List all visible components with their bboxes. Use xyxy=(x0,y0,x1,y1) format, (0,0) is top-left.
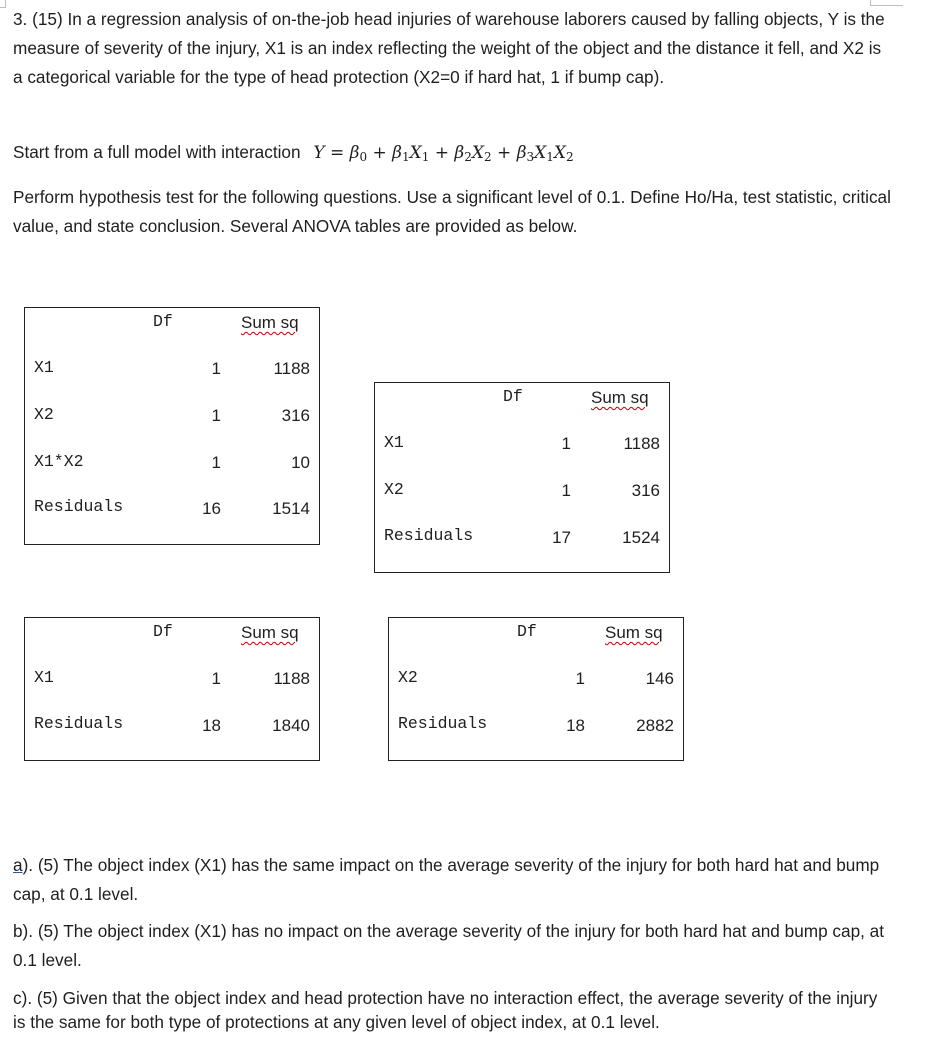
row-sum-sq: 2882 xyxy=(636,716,674,735)
row-df: 1 xyxy=(211,406,221,425)
anova-table-full xyxy=(24,307,320,545)
anova-table-x1-only xyxy=(24,617,320,761)
row-sum-sq: 1840 xyxy=(272,716,310,735)
row-df: 1 xyxy=(561,434,571,453)
row-df: 1 xyxy=(211,359,221,378)
part-a-label: a xyxy=(13,855,23,875)
row-sum-sq: 1188 xyxy=(273,669,310,688)
row-df: 1 xyxy=(561,481,571,500)
header-df: Df xyxy=(503,387,523,406)
row-df: 1 xyxy=(575,669,585,688)
part-a-text: ). (5) The object index (X1) has the same impact on the average severity of the injury for both hard hat and bump cap, at 0.1 level. xyxy=(13,855,880,904)
page-corner-mark-left-h xyxy=(0,7,6,8)
header-df: Df xyxy=(153,622,173,641)
row-label: X2 xyxy=(398,668,418,687)
row-label: X1*X2 xyxy=(34,452,84,471)
row-df: 18 xyxy=(566,716,585,735)
row-label: Residuals xyxy=(34,497,124,516)
model-statement xyxy=(13,138,893,168)
row-df: 18 xyxy=(202,716,221,735)
row-label: Residuals xyxy=(34,714,124,733)
row-df: 1 xyxy=(211,453,221,472)
row-sum-sq: 1514 xyxy=(272,499,310,518)
row-df: 16 xyxy=(202,499,221,518)
row-label: X1 xyxy=(34,668,54,687)
row-label: X2 xyxy=(384,480,404,499)
anova-table-x2-only xyxy=(388,617,684,761)
row-sum-sq: 1524 xyxy=(622,528,660,547)
header-df: Df xyxy=(153,312,173,331)
row-sum-sq: 316 xyxy=(631,481,660,500)
row-sum-sq: 1188 xyxy=(623,434,660,453)
model-prefix: Start from a full model with interaction xyxy=(13,142,301,162)
header-df: Df xyxy=(517,622,537,641)
row-sum-sq: 1188 xyxy=(273,359,310,378)
row-label: X1 xyxy=(384,433,404,452)
row-sum-sq: 146 xyxy=(645,669,674,688)
header-sum-sq: Sum sq xyxy=(591,388,649,407)
part-b: b). (5) The object index (X1) has no impact on the average severity of the injury for both hard hat and bump cap, at 0.1 level. xyxy=(13,921,885,970)
row-df: 17 xyxy=(552,528,571,547)
row-label: X2 xyxy=(34,405,54,424)
header-sum-sq: Sum sq xyxy=(241,623,299,642)
header-sum-sq: Sum sq xyxy=(241,313,299,332)
header-sum-sq: Sum sq xyxy=(605,623,663,642)
row-df: 1 xyxy=(211,669,221,688)
part-a xyxy=(13,851,893,909)
part-c: c). (5) Given that the object index and head protection have no interaction effect, the average severity of the injury is the same for both type of protections at any given level of object index, at 0.1 level. xyxy=(13,988,878,1032)
row-label: Residuals xyxy=(384,526,474,545)
row-sum-sq: 10 xyxy=(291,453,310,472)
instructions: Perform hypothesis test for the following questions. Use a significant level of 0.1. Define Ho/Ha, test statistic, critical value, and state conclusion. Several ANOVA tables are provided as below. xyxy=(13,187,891,236)
row-sum-sq: 316 xyxy=(281,406,310,425)
row-label: Residuals xyxy=(398,714,488,733)
anova-table-additive xyxy=(374,382,670,573)
question-intro: 3. (15) In a regression analysis of on-the-job head injuries of warehouse laborers caused by falling objects, Y is the measure of severity of the injury, X1 is an index reflecting the weight of the object and the distance it fell, and X2 is a categorical variable for the type of head protection (X2=0 if hard hat, 1 if bump cap). xyxy=(13,9,885,87)
row-label: X1 xyxy=(34,358,54,377)
model-equation: $Y = \beta_0 + \beta_1X_1 + \beta_2X_2 + \beta_3X_1X_2$ xyxy=(313,143,574,164)
